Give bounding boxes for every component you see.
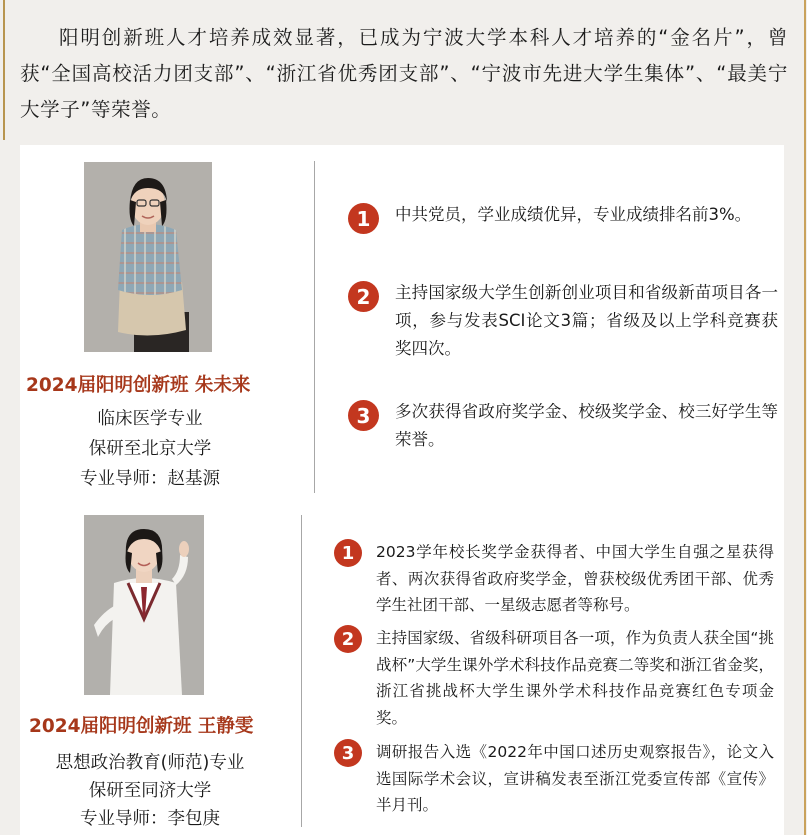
achievement-text: 主持国家级大学生创新创业项目和省级新苗项目各一项，参与发表SCI论文3篇；省级及以上学科竞赛获奖四次。	[395, 283, 778, 358]
achievement-text: 主持国家级、省级科研项目各一项，作为负责人获全国“挑战杯”大学生课外学术科技作品竞赛二等奖和浙江省金奖，浙江省挑战杯大学生课外学术科技作品竞赛红色专项金奖。	[376, 629, 774, 727]
achievement-text: 多次获得省政府奖学金、校级奖学金、校三好学生等荣誉。	[395, 402, 778, 449]
achievement-item	[334, 625, 774, 731]
left-gold-border	[3, 0, 5, 140]
achievement-text: 中共党员，学业成绩优异，专业成绩排名前3%。	[395, 205, 752, 224]
achievement-item	[334, 739, 774, 819]
divider-line	[301, 515, 302, 827]
student-mentor-wang: 专业导师：李包庚	[80, 809, 220, 829]
student-destination-wang: 保研至同济大学	[88, 781, 212, 801]
number-badge: 2	[334, 625, 362, 653]
number-badge: 1	[334, 539, 362, 567]
achievement-text: 调研报告入选《2022年中国口述历史观察报告》，论文入选国际学术会议，宣讲稿发表至浙江党委宣传部《宣传》半月刊。	[376, 743, 774, 814]
intro-paragraph: 阳明创新班人才培养成效显著，已成为宁波大学本科人才培养的“金名片”，曾获“全国高校活力团支部”、“浙江省优秀团支部”、“宁波市先进大学生集体”、“最美宁大学子”等荣誉。	[20, 26, 788, 121]
right-gold-border	[804, 0, 806, 835]
portrait-zhu-illustration	[84, 162, 212, 352]
divider-line	[314, 161, 315, 493]
number-badge: 3	[348, 400, 379, 431]
achievement-item	[348, 201, 778, 234]
student-photo-wang	[84, 515, 204, 695]
student-major-zhu: 临床医学专业	[97, 409, 203, 429]
student-photo-zhu	[84, 162, 212, 352]
number-badge: 1	[348, 203, 379, 234]
profiles-card	[20, 145, 784, 835]
achievement-item	[334, 539, 774, 619]
student-name-zhu: 2024届阳明创新班 朱未来	[26, 375, 251, 396]
student-destination-zhu: 保研至北京大学	[88, 439, 212, 459]
number-badge: 3	[334, 739, 362, 767]
achievement-item	[348, 279, 778, 363]
number-badge: 2	[348, 281, 379, 312]
portrait-wang-illustration	[84, 515, 204, 695]
student-mentor-zhu: 专业导师：赵基源	[80, 469, 220, 489]
student-major-wang: 思想政治教育(师范)专业	[55, 753, 245, 773]
achievement-text: 2023学年校长奖学金获得者、中国大学生自强之星获得者、两次获得省政府奖学金，曾获校级优秀团干部、优秀学生社团干部、一星级志愿者等称号。	[376, 543, 774, 614]
student-name-wang: 2024届阳明创新班 王静雯	[29, 716, 254, 737]
achievement-item	[348, 398, 778, 454]
